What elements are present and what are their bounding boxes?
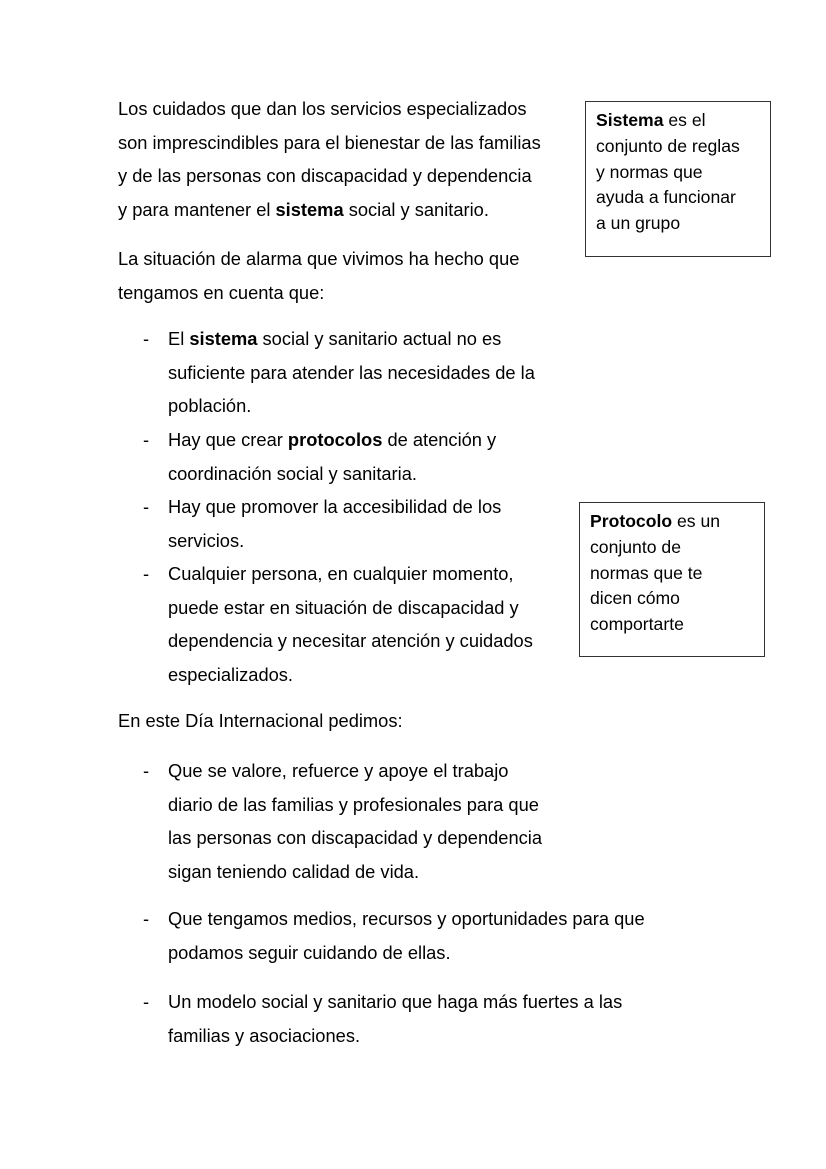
- intro-line-4-start: y para mantener el: [118, 198, 276, 220]
- intro-line-3: y de las personas con discapacidad y dependencia: [118, 165, 532, 186]
- intro-line-4-end: social y sanitario.: [343, 198, 489, 220]
- intro-paragraph: [118, 92, 541, 226]
- list-item-text: Hay que crear protocolos de atención y coordinación social y sanitaria.: [168, 429, 497, 484]
- term-sistema: sistema: [275, 198, 344, 220]
- list-item-text: Cualquier persona, en cualquier momento, puede estar en situación de discapacidad y dependencia y necesitar atención y cuidados especializados.: [168, 563, 533, 685]
- glossary-term: Protocolo: [590, 511, 673, 531]
- list-item-text: El sistema social y sanitario actual no es suficiente para atender las necesidades de la población.: [168, 328, 535, 416]
- term-sistema: sistema: [189, 328, 258, 349]
- glossary-box-protocolo: Protocolo es un conjunto de normas que te dicen cómo comportarte: [579, 502, 765, 657]
- list-item-text: Hay que promover la accesibilidad de los servicios.: [168, 496, 502, 551]
- bullet-dash: -: [143, 908, 150, 929]
- day-paragraph: [118, 704, 403, 738]
- bullet-dash: -: [143, 328, 150, 349]
- bullet-dash: -: [143, 760, 150, 781]
- list-item-text: Un modelo social y sanitario que haga más fuertes a las familias y asociaciones.: [168, 991, 623, 1046]
- term-protocolos: protocolos: [287, 429, 383, 450]
- situation-paragraph: [118, 242, 519, 309]
- list-item-text: Que se valore, refuerce y apoye el trabajo diario de las familias y profesionales para que las personas con discapacidad y dependencia sigan teniendo calidad de vida.: [168, 760, 543, 882]
- bullet-dash: -: [143, 563, 150, 584]
- list-item-text: Que tengamos medios, recursos y oportunidades para que podamos seguir cuidando de ellas.: [168, 908, 645, 963]
- situation-line-2: tengamos en cuenta que:: [118, 281, 325, 303]
- bullet-dash: -: [143, 991, 150, 1012]
- bullet-dash: -: [143, 429, 150, 450]
- day-text: En este Día Internacional pedimos:: [118, 710, 403, 731]
- intro-line-1: Los cuidados que dan los servicios especializados: [118, 98, 527, 119]
- intro-line-2: son imprescindibles para el bienestar de las familias: [118, 131, 541, 153]
- glossary-term: Sistema: [596, 110, 664, 130]
- glossary-box-sistema: Sistema es el conjunto de reglas y normas que ayuda a funcionar a un grupo: [585, 101, 771, 257]
- bullet-dash: -: [143, 496, 150, 517]
- situation-line-1: La situación de alarma que vivimos ha hecho que: [118, 248, 520, 269]
